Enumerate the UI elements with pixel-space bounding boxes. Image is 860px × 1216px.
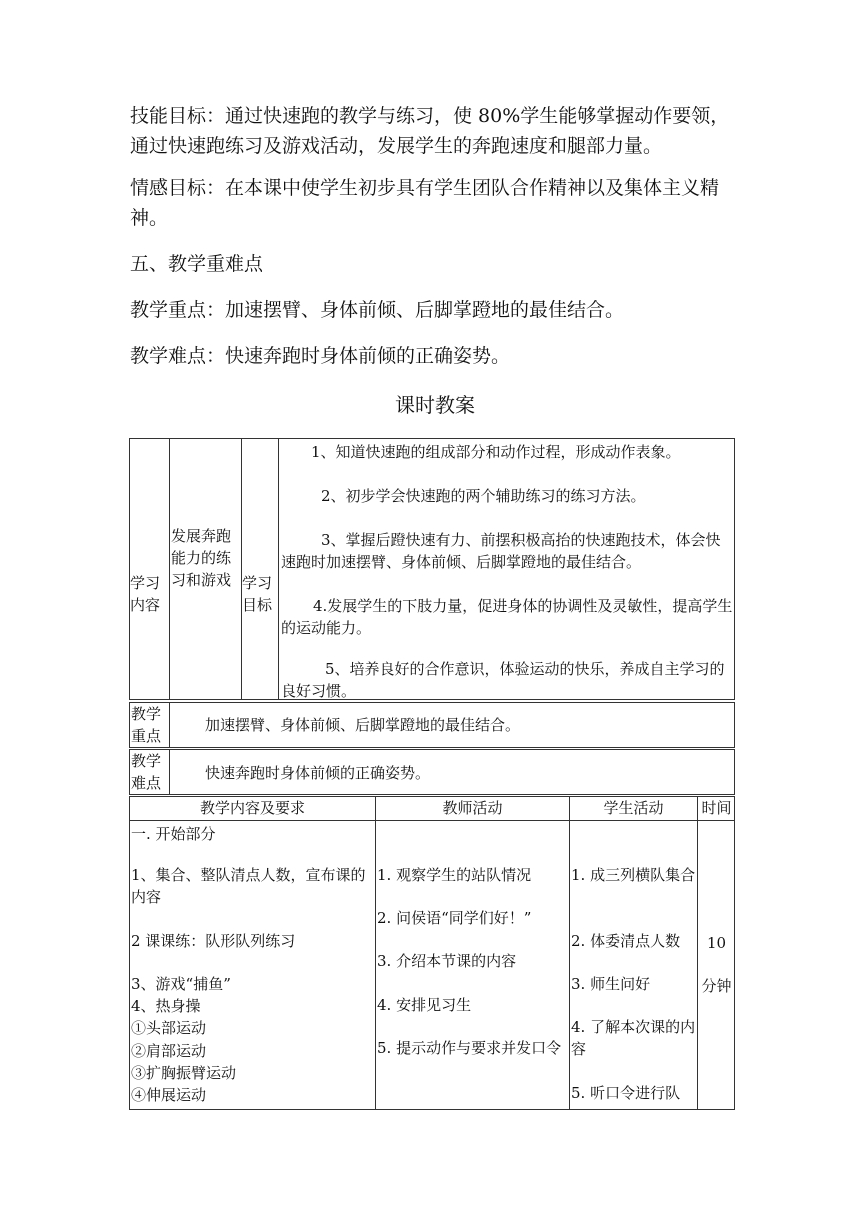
content-item: ④伸展运动 bbox=[131, 1086, 207, 1104]
teacher-item: 4. 安排见习生 bbox=[377, 996, 472, 1014]
difficulty-value: 快速奔跑时身体前倾的正确姿势。 bbox=[205, 764, 431, 782]
objective-item: 1、知道快速跑的组成部分和动作过程，形成动作表象。 bbox=[311, 443, 681, 461]
header-content: 教学内容及要求 bbox=[199, 799, 305, 817]
objective-item: 3、掌握后蹬快速有力、前摆积极高抬的快速跑技术，体会快速跑时加速摆臂、身体前倾、后脚掌蹬地的最佳结合。 bbox=[281, 531, 721, 571]
key-point-value: 加速摆臂、身体前倾、后脚掌蹬地的最佳结合。 bbox=[205, 716, 521, 734]
header-student: 学生活动 bbox=[603, 799, 664, 817]
content-item: ①头部运动 bbox=[131, 1019, 207, 1037]
learning-goal-label: 学习目标 bbox=[242, 574, 273, 614]
content-item: ②肩部运动 bbox=[131, 1042, 207, 1060]
key-point-label: 教学重点 bbox=[131, 705, 162, 745]
student-item: 3. 师生问好 bbox=[571, 975, 651, 993]
teacher-item: 2. 问侯语“同学们好！” bbox=[377, 909, 532, 927]
teacher-item: 1. 观察学生的站队情况 bbox=[377, 866, 532, 884]
time-value: 10 bbox=[706, 934, 727, 952]
student-item: 5. 听口令进行队 bbox=[571, 1084, 681, 1102]
difficulty-label: 教学难点 bbox=[131, 752, 162, 792]
objective-item: 5、培养良好的合作意识，体验运动的快乐，养成自主学习的良好习惯。 bbox=[281, 660, 725, 700]
time-unit: 分钟 bbox=[701, 977, 732, 995]
content-item: 2 课课练：队形队列练习 bbox=[131, 932, 296, 950]
student-item: 2. 体委清点人数 bbox=[571, 932, 681, 950]
skill-goal-paragraph: 技能目标：通过快速跑的教学与练习，使 80%学生能够掌握动作要领，通过快速跑练习及游戏活动，发展学生的奔跑速度和腿部力量。 bbox=[130, 105, 730, 157]
section-five-heading: 五、教学重难点 bbox=[130, 253, 264, 275]
content-item: 4、热身操 bbox=[131, 997, 201, 1015]
objective-item: 2、初步学会快速跑的两个辅助练习的练习方法。 bbox=[321, 487, 646, 505]
difficulty-paragraph: 教学难点：快速奔跑时身体前倾的正确姿势。 bbox=[130, 345, 511, 367]
learning-content-value: 发展奔跑能力的练习和游戏 bbox=[171, 527, 232, 589]
student-item: 1. 成三列横队集合 bbox=[571, 866, 696, 884]
emotion-goal-paragraph: 情感目标：在本课中使学生初步具有学生团队合作精神以及集体主义精神。 bbox=[130, 177, 720, 229]
content-item: ③扩胸振臂运动 bbox=[131, 1064, 237, 1082]
header-teacher: 教师活动 bbox=[442, 799, 503, 817]
objective-item: 4.发展学生的下肢力量，促进身体的协调性及灵敏性，提高学生的运动能力。 bbox=[281, 597, 733, 637]
student-item: 4. 了解本次课的内容 bbox=[571, 1018, 696, 1058]
content-item: 一. 开始部分 bbox=[131, 825, 216, 843]
teacher-item: 3. 介绍本节课的内容 bbox=[377, 952, 517, 970]
content-item: 1、集合、整队清点人数，宣布课的内容 bbox=[131, 866, 366, 906]
header-time: 时间 bbox=[701, 799, 732, 817]
lesson-plan-title: 课时教案 bbox=[395, 393, 475, 417]
content-item: 3、游戏“捕鱼” bbox=[131, 975, 231, 993]
key-point-paragraph: 教学重点：加速摆臂、身体前倾、后脚掌蹬地的最佳结合。 bbox=[130, 299, 625, 321]
learning-content-label: 学习内容 bbox=[130, 574, 161, 614]
teacher-item: 5. 提示动作与要求并发口令 bbox=[377, 1039, 562, 1057]
